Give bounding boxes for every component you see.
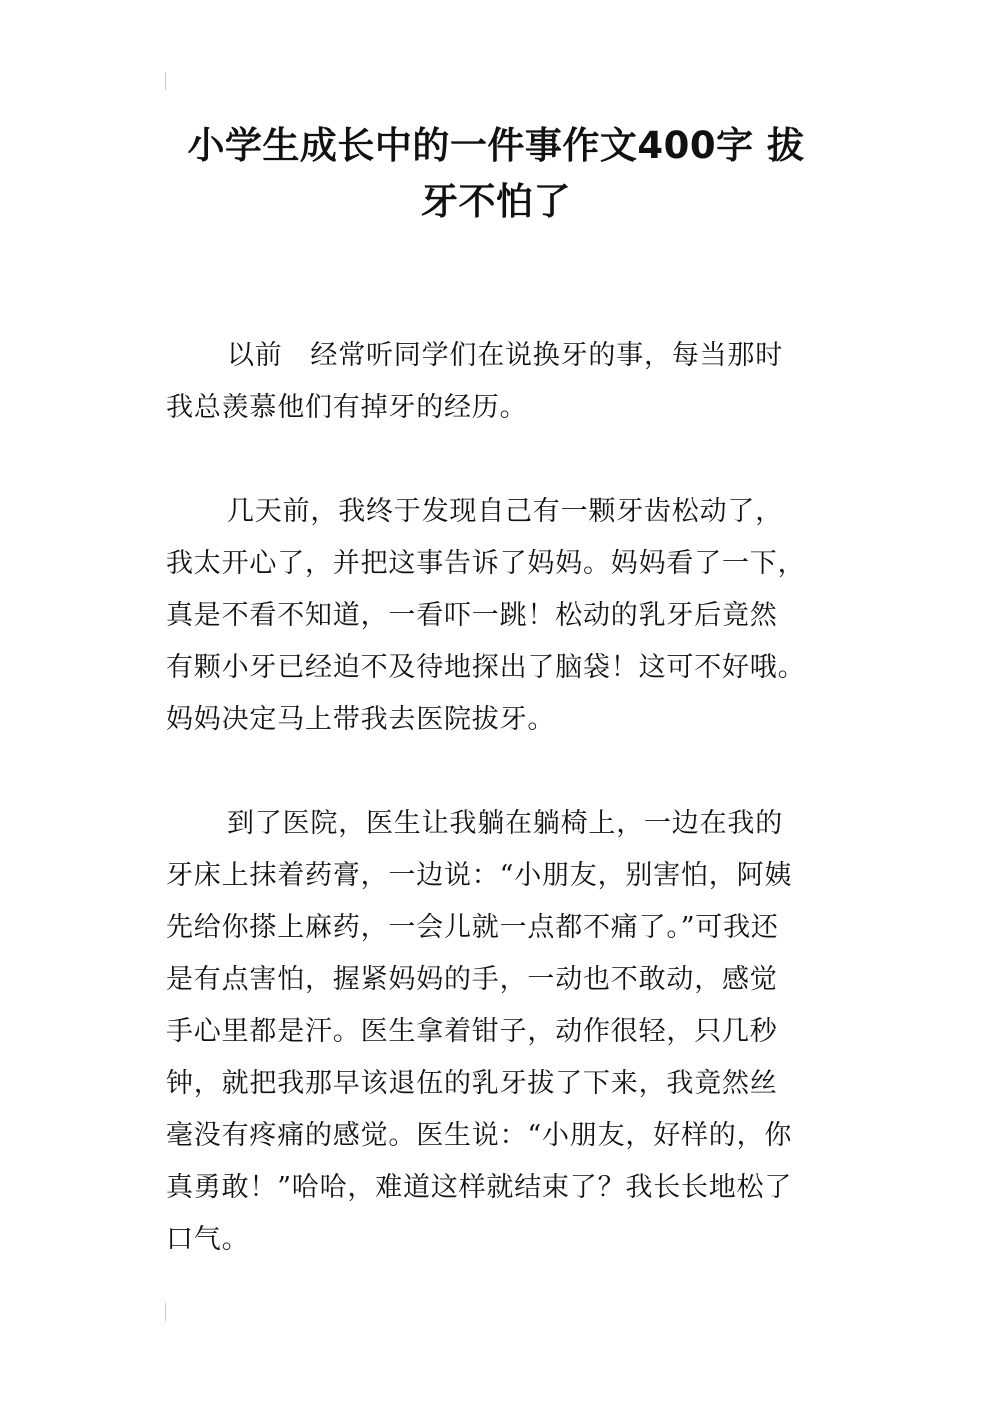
- paragraph-line: 口气。: [166, 1224, 250, 1255]
- page-corner-mark-bottom: [165, 1303, 166, 1321]
- title-line: 牙不怕了: [421, 180, 571, 223]
- paragraph-line: 有颗小牙已经迫不及待地探出了脑袋！这可不好哦。: [166, 652, 806, 683]
- paragraph-line: 我总羡慕他们有掉牙的经历。: [166, 392, 528, 423]
- paragraph-line: 以前 经常听同学们在说换牙的事，每当那时: [227, 340, 783, 371]
- document-title: [150, 118, 842, 230]
- paragraph-line: 毫没有疼痛的感觉。医生说：“小朋友，好样的，你: [166, 1120, 793, 1151]
- paragraph-line: 几天前，我终于发现自己有一颗牙齿松动了，: [227, 496, 783, 527]
- paragraph-line: 真勇敢！”哈哈，难道这样就结束了？我长长地松了: [166, 1172, 793, 1203]
- paragraph-line: 到了医院，医生让我躺在躺椅上，一边在我的: [227, 808, 783, 839]
- paragraph-line: 钟，就把我那早该退伍的乳牙拔了下来，我竟然丝: [166, 1068, 778, 1099]
- paragraph-line: 牙床上抹着药膏，一边说：“小朋友，别害怕，阿姨: [166, 860, 793, 891]
- page-corner-mark-top: [165, 72, 166, 90]
- paragraph-line: 是有点害怕，握紧妈妈的手，一动也不敢动，感觉: [166, 964, 778, 995]
- paragraph-line: 先给你搽上麻药，一会儿就一点都不痛了。”可我还: [166, 912, 779, 943]
- paragraph-line: 妈妈决定马上带我去医院拔牙。: [166, 704, 556, 735]
- paragraph-line: 我太开心了，并把这事告诉了妈妈。妈妈看了一下，: [166, 548, 806, 579]
- paragraph-line: 手心里都是汗。医生拿着钳子，动作很轻，只几秒: [166, 1016, 778, 1047]
- title-line: 小学生成长中的一件事作文400字 拔: [187, 124, 805, 167]
- paragraph-1: [166, 330, 846, 434]
- paragraph-3: [166, 798, 846, 1266]
- paragraph-line: 真是不看不知道，一看吓一跳！松动的乳牙后竟然: [166, 600, 778, 631]
- paragraph-2: [166, 486, 846, 746]
